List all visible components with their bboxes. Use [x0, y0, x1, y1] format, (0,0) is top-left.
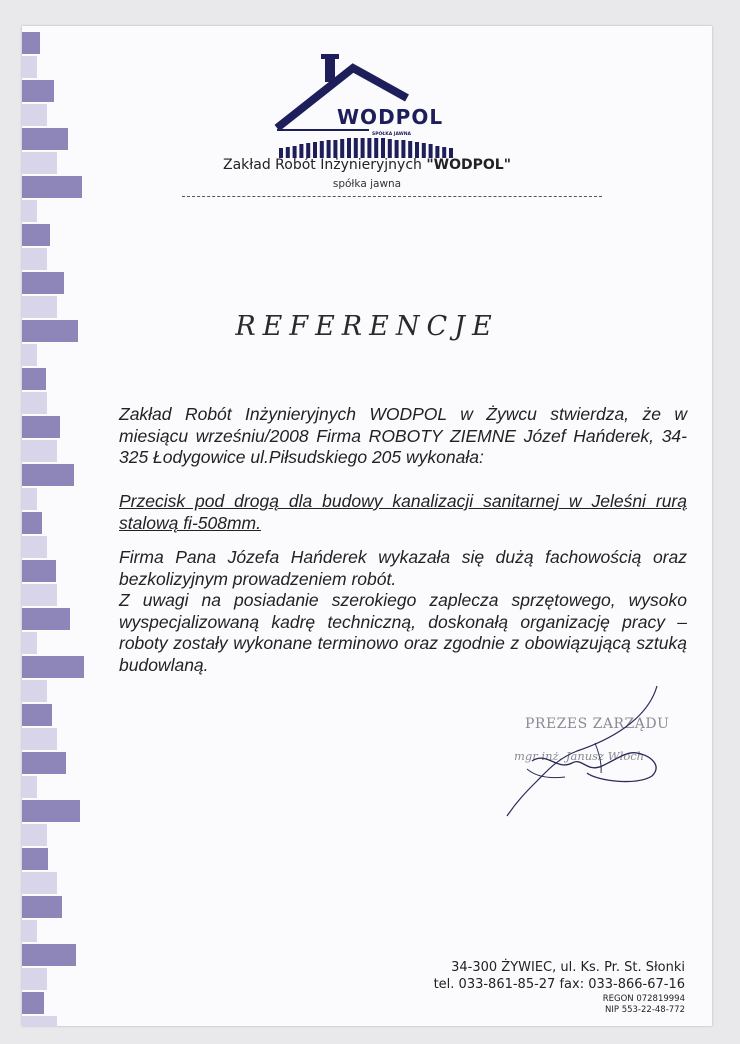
- side-stripe: [22, 872, 57, 894]
- side-stripe: [22, 200, 37, 222]
- side-stripe: [22, 80, 54, 102]
- side-stripe: [22, 704, 52, 726]
- logo-bar: [320, 141, 324, 158]
- footer-phones: tel. 033-861-85-27 fax: 033-866-67-16: [433, 977, 685, 992]
- side-stripe: [22, 536, 47, 558]
- assessment-paragraph: [119, 547, 687, 676]
- logo-bar: [327, 140, 331, 158]
- logo-subtext: SPÓŁKA JAWNA: [372, 132, 411, 137]
- logo-bar: [313, 142, 317, 158]
- intro-paragraph: Zakład Robót Inżynieryjnych WODPOL w Żywcu stwierdza, że w miesiącu wrześniu/2008 Firma ROBOTY ZIEMNE Józef Hańderek, 34-325 Łodygowice ul.Piłsudskiego 205 wykonała:: [119, 404, 687, 467]
- header-divider: [182, 196, 602, 197]
- footer-nip: NIP 553-22-48-772: [605, 1005, 685, 1015]
- logo-bar: [347, 138, 351, 158]
- side-stripe: [22, 440, 57, 462]
- company-prefix: Zakład Robót Inżynieryjnych: [223, 157, 427, 173]
- side-stripe: [22, 368, 46, 390]
- side-stripe: [22, 1016, 57, 1026]
- side-stripe: [22, 920, 37, 942]
- side-stripe: [22, 416, 60, 438]
- side-stripe: [22, 776, 37, 798]
- document-title: REFERENCJE: [235, 311, 499, 342]
- side-stripe: [22, 944, 76, 966]
- side-stripe: [22, 464, 74, 486]
- side-stripe: [22, 968, 47, 990]
- company-logo: [257, 46, 477, 161]
- side-stripe: [22, 272, 64, 294]
- logo-bar: [401, 140, 405, 158]
- logo-bar: [381, 138, 385, 158]
- logo-bar: [333, 140, 337, 158]
- logo-bar: [415, 142, 419, 158]
- side-stripe: [22, 512, 42, 534]
- side-stripe: [22, 752, 66, 774]
- logo-bar: [395, 140, 399, 158]
- work-description: Przecisk pod drogą dla budowy kanalizacji sanitarnej w Jeleśni rurą stalową fi-508mm.: [119, 491, 687, 533]
- side-stripe: [22, 632, 37, 654]
- side-stripe: [22, 896, 62, 918]
- footer-address: 34-300 ŻYWIEC, ul. Ks. Pr. St. Słonki: [451, 960, 685, 975]
- side-stripe: [22, 560, 56, 582]
- assessment-line-1: Firma Pana Józefa Hańderek wykazała się dużą fachowością oraz bezkolizyjnym prowadzeniem robót.: [119, 547, 687, 589]
- assessment-line-2: Z uwagi na posiadanie szerokiego zaplecza sprzętowego, wysoko wyspecjalizowaną kadrę techniczną, doskonałą organizację pracy – roboty zostały wykonane terminowo oraz zgodnie z obowiązującą sztuką budowlaną.: [119, 590, 687, 675]
- side-stripe: [22, 656, 84, 678]
- side-stripe: [22, 608, 70, 630]
- side-stripe: [22, 848, 48, 870]
- side-stripe: [22, 344, 37, 366]
- side-stripe: [22, 56, 37, 78]
- letter-page: [22, 26, 712, 1026]
- stamp-name: mgr inż. Janusz Włoch: [514, 749, 645, 763]
- company-full-name: [22, 157, 712, 173]
- logo-wordmark: WODPOL: [337, 105, 444, 129]
- side-stripe: [22, 680, 47, 702]
- side-stripe: [22, 104, 47, 126]
- handwritten-signature: [477, 681, 677, 821]
- side-stripe: [22, 392, 47, 414]
- side-stripe: [22, 32, 40, 54]
- side-stripe: [22, 800, 80, 822]
- footer-regon: REGON 072819994: [602, 994, 685, 1004]
- logo-bar: [408, 141, 412, 158]
- logo-bar: [354, 138, 358, 158]
- logo-bar: [429, 144, 433, 158]
- logo-bar: [340, 139, 344, 158]
- logo-bar: [422, 143, 426, 158]
- decorative-side-stripes: [22, 26, 92, 1026]
- company-name: "WODPOL": [426, 157, 511, 173]
- logo-bar: [299, 144, 303, 158]
- side-stripe: [22, 584, 57, 606]
- logo-bar: [306, 143, 310, 158]
- side-stripe: [22, 824, 47, 846]
- logo-bar: [374, 138, 378, 158]
- side-stripe: [22, 728, 57, 750]
- side-stripe: [22, 992, 44, 1014]
- side-stripe: [22, 128, 68, 150]
- side-stripe: [22, 248, 47, 270]
- logo-bar: [388, 139, 392, 158]
- logo-bar: [361, 138, 365, 158]
- side-stripe: [22, 488, 37, 510]
- logo-bar: [367, 138, 371, 158]
- stamp-title: PREZES ZARZĄDU: [525, 716, 670, 732]
- side-stripe: [22, 224, 50, 246]
- company-legal-form: spółka jawna: [332, 178, 402, 190]
